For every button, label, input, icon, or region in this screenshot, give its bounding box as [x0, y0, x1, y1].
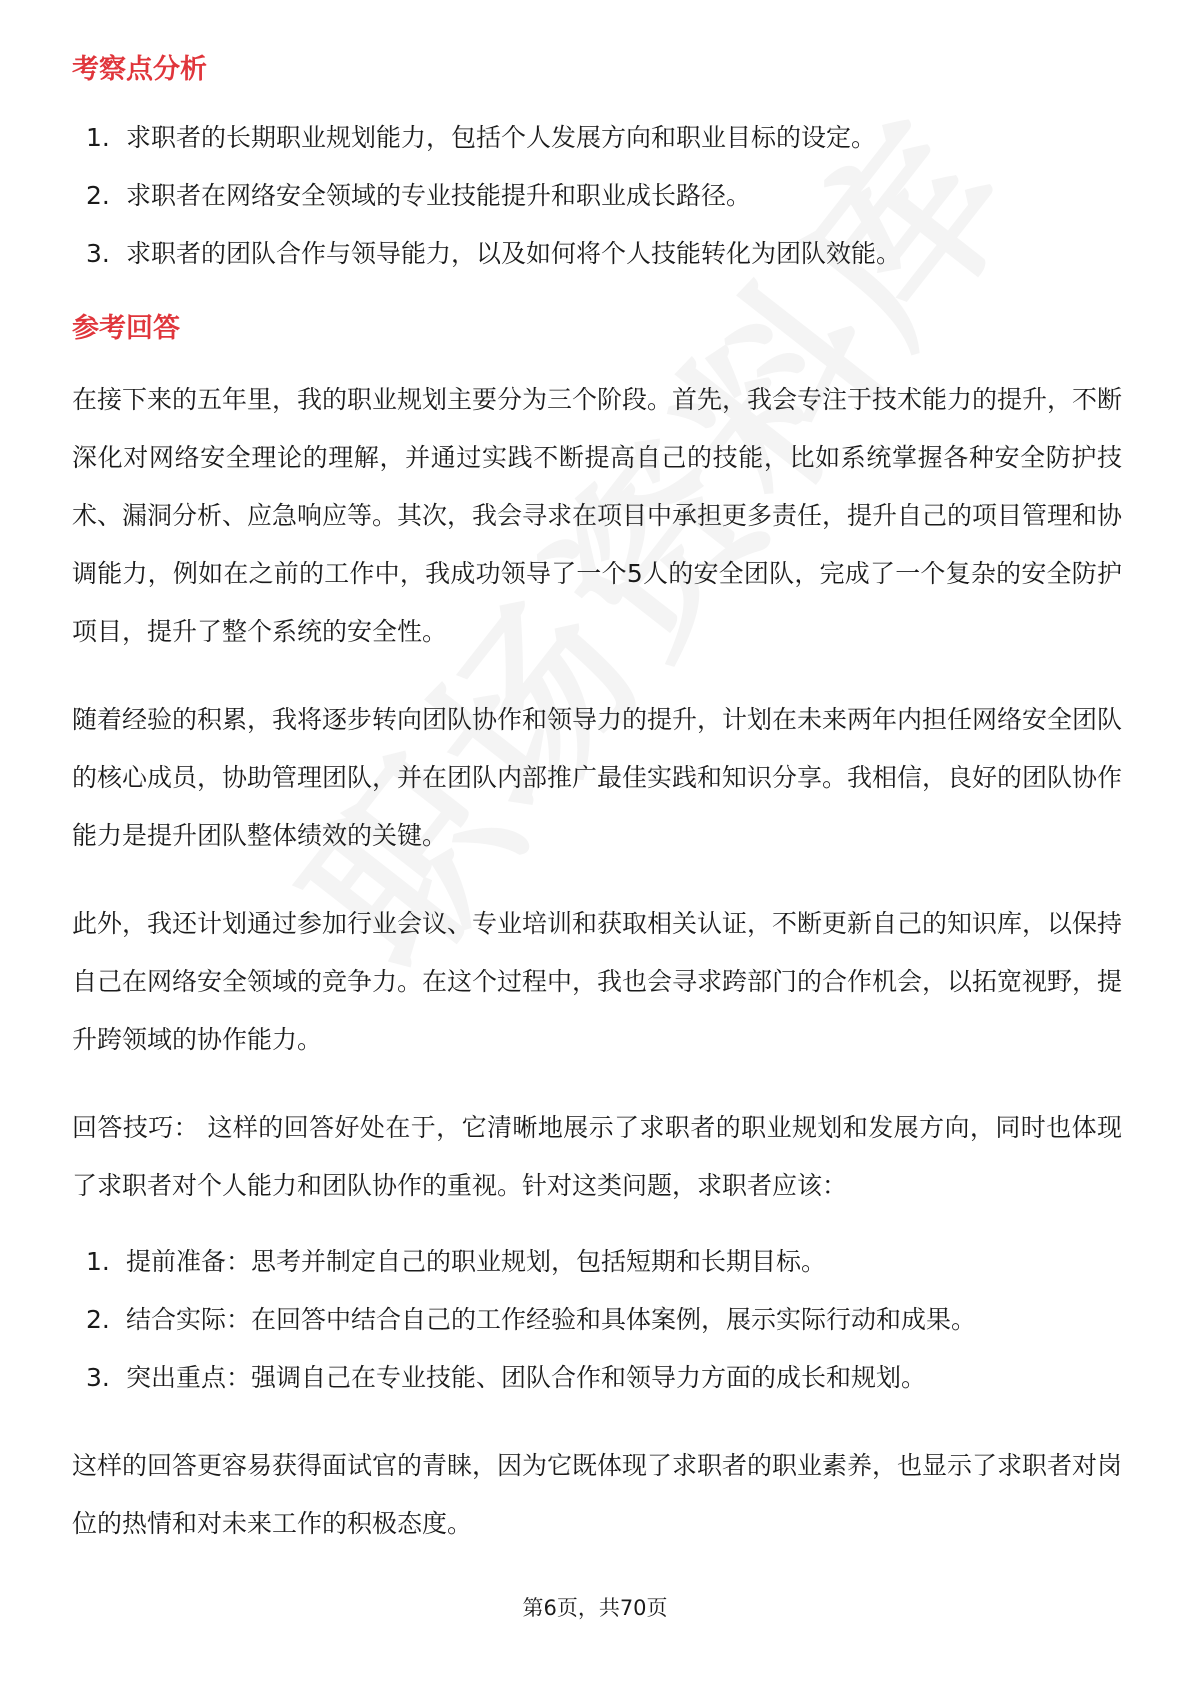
page-number: 第6页，共70页	[522, 1596, 668, 1620]
list-item-text: 突出重点：强调自己在专业技能、团队合作和领导力方面的成长和规划。	[126, 1363, 927, 1392]
list-item-number: 3.	[86, 1363, 110, 1392]
answer-paragraph-3: 此外，我还计划通过参加行业会议、专业培训和获取相关认证，不断更新自己的知识库，以保持自己在网络安全领域的竞争力。在这个过程中，我也会寻求跨部门的合作机会，以拓宽视野，提升跨领域的协作能力。	[72, 909, 1123, 1054]
list-item	[72, 167, 1122, 225]
answer-paragraph-1: 在接下来的五年里，我的职业规划主要分为三个阶段。首先，我会专注于技术能力的提升，不断深化对网络安全理论的理解，并通过实践不断提高自己的技能，比如系统掌握各种安全防护技术、漏洞分析、应急响应等。其次，我会寻求在项目中承担更多责任，提升自己的项目管理和协调能力，例如在之前的工作中，我成功领导了一个5人的安全团队，完成了一个复杂的安全防护项目，提升了整个系统的安全性。	[72, 385, 1123, 646]
analysis-heading: 考察点分析	[72, 54, 207, 85]
list-item-text: 求职者的长期职业规划能力，包括个人发展方向和职业目标的设定。	[126, 123, 877, 152]
list-item-number: 1.	[86, 1247, 110, 1276]
list-item-text: 求职者的团队合作与领导能力，以及如何将个人技能转化为团队效能。	[126, 239, 902, 268]
analysis-list	[72, 109, 1122, 283]
list-item	[72, 109, 1122, 167]
list-item	[72, 1349, 1122, 1407]
tips-list	[72, 1233, 1122, 1407]
list-item-number: 1.	[86, 123, 110, 152]
list-item	[72, 1291, 1122, 1349]
list-item-text: 结合实际：在回答中结合自己的工作经验和具体案例，展示实际行动和成果。	[126, 1305, 977, 1334]
list-item-number: 3.	[86, 239, 110, 268]
list-item	[72, 1233, 1122, 1291]
list-item-number: 2.	[86, 1305, 110, 1334]
answer-tips-intro: 回答技巧： 这样的回答好处在于，它清晰地展示了求职者的职业规划和发展方向，同时也体现了求职者对个人能力和团队协作的重视。针对这类问题，求职者应该：	[72, 1113, 1122, 1200]
answer-paragraph-2: 随着经验的积累，我将逐步转向团队协作和领导力的提升，计划在未来两年内担任网络安全团队的核心成员，协助管理团队，并在团队内部推广最佳实践和知识分享。我相信，良好的团队协作能力是提升团队整体绩效的关键。	[72, 705, 1123, 850]
list-item-text: 提前准备：思考并制定自己的职业规划，包括短期和长期目标。	[126, 1247, 827, 1276]
closing-paragraph: 这样的回答更容易获得面试官的青睐，因为它既体现了求职者的职业素养，也显示了求职者对岗位的热情和对未来工作的积极态度。	[72, 1451, 1123, 1538]
list-item-number: 2.	[86, 181, 110, 210]
answer-heading: 参考回答	[72, 313, 180, 344]
list-item-text: 求职者在网络安全领域的专业技能提升和职业成长路径。	[126, 181, 752, 210]
list-item	[72, 225, 1122, 283]
page-content	[72, 50, 1122, 1553]
